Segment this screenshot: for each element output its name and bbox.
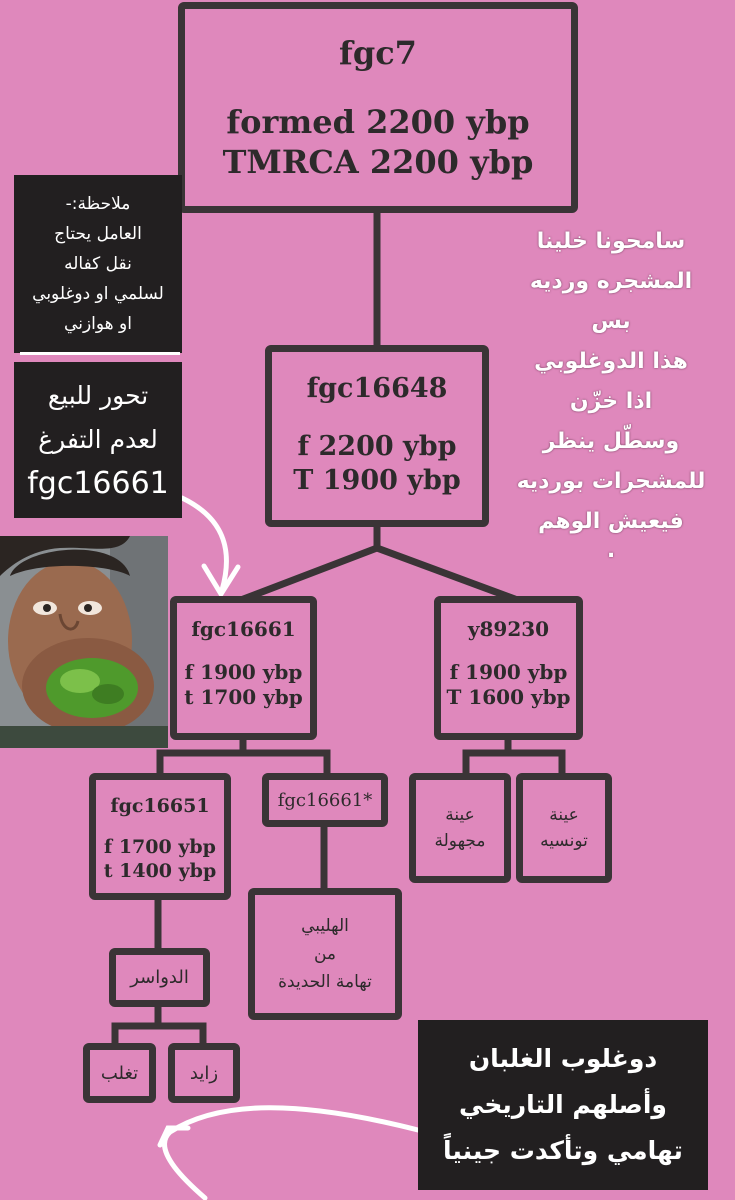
line-dawasir-children xyxy=(115,1007,203,1045)
node-fgc7-tmrca: TMRCA 2200 ybp xyxy=(222,142,534,181)
node-y89230-label: y89230 xyxy=(467,617,550,641)
node-fgc16661-label: fgc16661 xyxy=(191,617,296,641)
note-line-4: لسلمي او دوغلوبي xyxy=(32,284,164,304)
bottom-claim-box xyxy=(418,1020,708,1190)
pink-line-3: بس xyxy=(591,309,631,334)
node-fgc16648-formed: f 2200 ybp xyxy=(297,431,457,463)
node-tunisian-sample-l1: عينة xyxy=(549,805,579,825)
node-tunisian-sample-l2: تونسيه xyxy=(540,831,588,851)
pink-line-6: وسطّل ينظر xyxy=(542,429,680,454)
node-dawasir-label: الدواسر xyxy=(130,967,189,988)
arrow-to-taghlib xyxy=(160,1108,418,1198)
pink-line-4: هذا الدوغلوبي xyxy=(534,349,688,374)
node-taghlib xyxy=(83,1043,156,1103)
node-fgc16661-star-label: fgc16661* xyxy=(277,790,373,811)
node-fgc7 xyxy=(178,2,578,213)
node-y89230-tmrca: T 1600 ybp xyxy=(446,685,571,709)
line-y89230-children xyxy=(466,740,562,775)
pink-line-8: فيعيش الوهم xyxy=(538,509,684,534)
node-zayed xyxy=(168,1043,240,1103)
node-fgc16648-label: fgc16648 xyxy=(306,373,448,404)
node-unknown-sample-l1: عينة xyxy=(445,805,475,825)
node-fgc16651-label: fgc16651 xyxy=(110,795,210,817)
node-hulaybi-l3: تهامة الحديدة xyxy=(278,972,372,992)
bottom-line-2: وأصلهم التاريخي xyxy=(459,1090,667,1119)
pink-line-7: للمشجرات بورديه xyxy=(516,469,706,494)
for-sale-box xyxy=(14,362,182,518)
for-sale-haplogroup: fgc16661 xyxy=(27,466,169,501)
note-title: ملاحظة:- xyxy=(65,194,131,214)
khat-chewer-photo xyxy=(0,536,168,748)
node-hulaybi-l2: من xyxy=(313,944,337,964)
line-to-fgc16661 xyxy=(246,548,377,598)
node-y89230-formed: f 1900 ybp xyxy=(449,660,568,684)
for-sale-line-1: تحور للبيع xyxy=(47,381,149,410)
arrow-to-fgc16661 xyxy=(182,498,238,594)
node-y89230 xyxy=(434,596,583,740)
note-box xyxy=(14,175,182,353)
node-tunisian-sample xyxy=(516,773,612,883)
pink-line-9: . xyxy=(606,538,616,563)
node-hulaybi-l1: الهليبي xyxy=(301,916,349,936)
node-fgc16661 xyxy=(170,596,317,740)
node-fgc16651-tmrca: t 1400 ybp xyxy=(103,860,217,883)
bottom-line-1: دوغلوب الغلبان xyxy=(468,1044,658,1073)
node-hulaybi xyxy=(248,888,402,1020)
node-dawasir xyxy=(109,948,210,1007)
node-fgc16661-tmrca: t 1700 ybp xyxy=(184,685,303,709)
line-to-y89230 xyxy=(377,548,512,598)
note-underline xyxy=(20,352,180,355)
pink-commentary xyxy=(500,222,722,563)
node-fgc16651 xyxy=(89,773,231,900)
pink-line-1: سامحونا خلينا xyxy=(536,229,686,254)
note-line-2: العامل يحتاج xyxy=(54,224,142,244)
node-fgc7-formed: formed 2200 ybp xyxy=(226,102,530,141)
for-sale-line-2: لعدم التفرغ xyxy=(38,425,158,454)
line-fgc16661-children xyxy=(160,740,327,775)
node-unknown-sample-l2: مجهولة xyxy=(434,831,486,851)
note-line-3: نقل كفاله xyxy=(64,254,132,274)
bottom-line-3: تهامي وتأكدت جينياً xyxy=(443,1136,683,1165)
node-fgc7-label: fgc7 xyxy=(339,34,417,72)
node-fgc16651-formed: f 1700 ybp xyxy=(104,836,216,859)
node-unknown-sample xyxy=(409,773,511,883)
note-line-5: او هوازني xyxy=(64,314,132,334)
node-fgc16648 xyxy=(265,345,489,527)
node-fgc16648-tmrca: T 1900 ybp xyxy=(293,465,461,497)
node-zayed-label: زايد xyxy=(189,1062,219,1084)
node-fgc16661-formed: f 1900 ybp xyxy=(184,660,303,684)
pink-line-2: المشجره ورديه xyxy=(529,269,693,294)
node-fgc16661-star xyxy=(262,773,388,827)
pink-line-5: اذا خزّن xyxy=(569,389,653,414)
node-taghlib-label: تغلب xyxy=(100,1062,139,1084)
